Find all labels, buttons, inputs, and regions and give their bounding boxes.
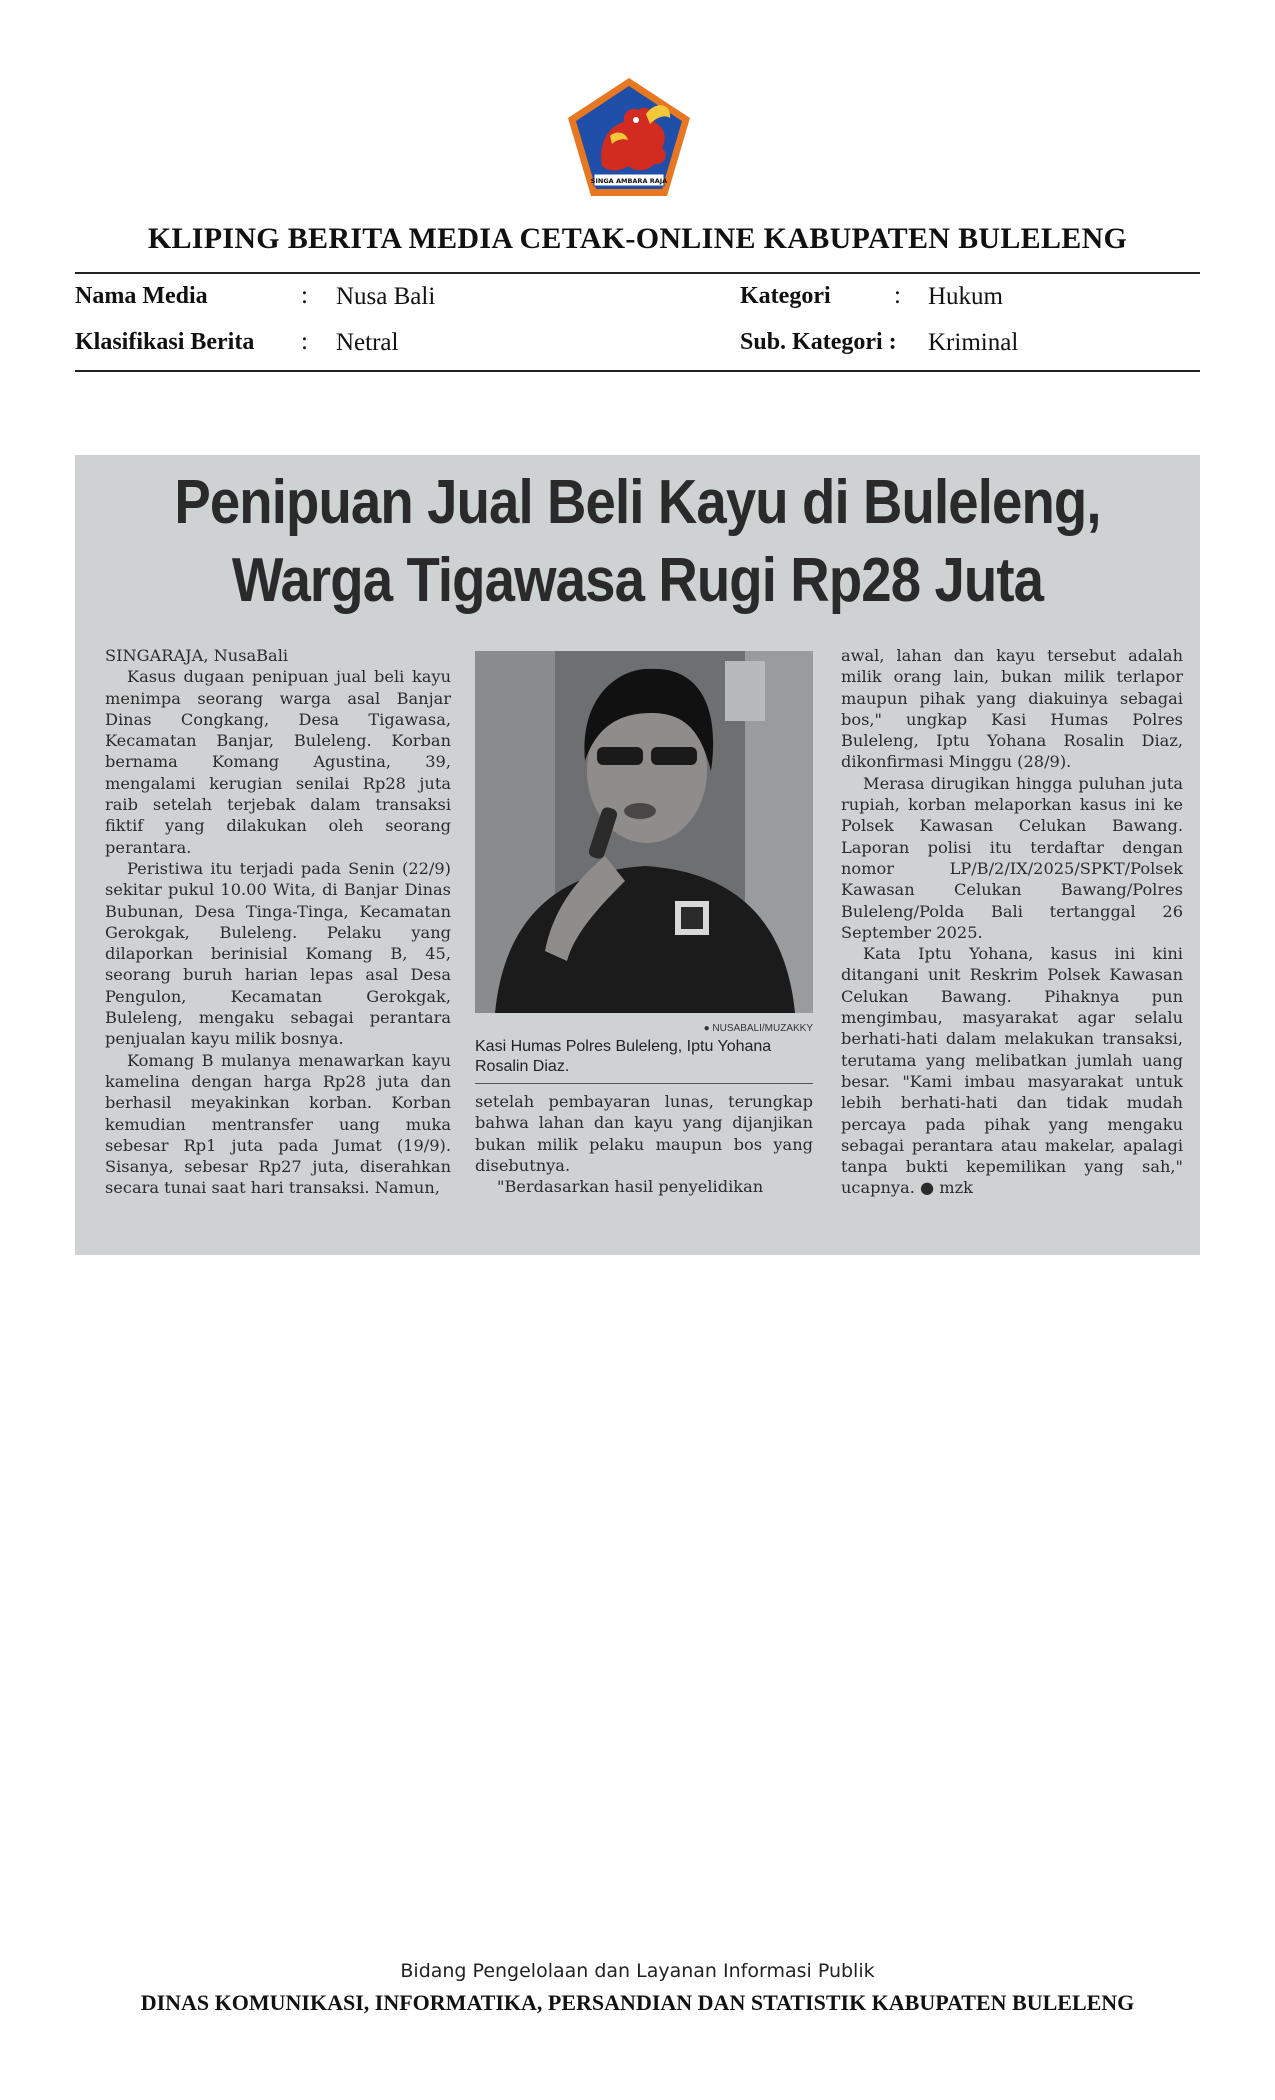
col1-paragraph-1: Kasus dugaan penipuan jual beli kayu menimpa seorang warga asal Banjar Dinas Congkang, Desa Tigawasa, Kecamatan Banjar, Buleleng. Korban bernama Komang Agustina, 39, mengalami kerugian senilai Rp28 juta raib setelah terjebak dalam transaksi fiktif yang dilakukan oleh seorang perantara. — [105, 667, 451, 857]
meta-subkategori-value: Kriminal — [928, 329, 1019, 356]
col3-paragraph-2: Merasa dirugikan hingga puluhan juta rupiah, korban melaporkan kasus ini ke Polsek Kawasan Celukan Bawang. Laporan polisi itu terdaftar dengan nomor LP/B/2/IX/2025/SPKT/Polsek Kawasan Celukan Bawang/Polres Buleleng/Polda Bali tertanggal 26 September 2025. — [841, 773, 1183, 942]
svg-text:SINGA AMBARA RAJA: SINGA AMBARA RAJA — [590, 177, 668, 185]
meta-klasifikasi — [75, 328, 254, 356]
col1-paragraph-2: Peristiwa itu terjadi pada Senin (22/9) sekitar pukul 10.00 Wita, di Banjar Dinas Bubunan, Desa Tinga-Tinga, Kecamatan Gerokgak, Buleleng. Pelaku yang dilaporkan berinisial Komang B, 45, seorang buruh harian lepas asal Desa Pengulon, Kecamatan Gerokgak, Buleleng, mengaku sebagai perantara penjualan kayu milik bosnya. — [105, 858, 451, 1049]
header-rule-bottom — [75, 370, 1200, 372]
page-title: KLIPING BERITA MEDIA CETAK-ONLINE KABUPATEN BULELENG — [147, 222, 1128, 255]
col3-paragraph-3: Kata Iptu Yohana, kasus ini kini ditangani unit Reskrim Polsek Kawasan Celukan Bawang. Pihaknya pun mengimbau, masyarakat agar selalu berhati-hati dalam melakukan transaksi, terutama yang melibatkan jumlah uang besar. "Kami imbau masyarakat untuk lebih berhati-hati dan tidak mudah percaya pada pihak yang mengaku sebagai perantara atau makelar, apalagi tanpa bukti kepemilikan yang sah," ucapnya. ● mzk — [841, 944, 1183, 1198]
headline-line-2: Warga Tigawasa Rugi Rp28 Juta — [231, 546, 1044, 615]
article-dateline: SINGARAJA, NusaBali — [105, 646, 289, 665]
meta-subkategori — [740, 328, 897, 356]
meta-media-value: Nusa Bali — [336, 283, 436, 310]
meta-klasifikasi-colon: : — [301, 328, 308, 355]
singa-ambara-raja-logo — [564, 74, 694, 200]
meta-kategori-label: Kategori — [740, 283, 831, 309]
article-column-2 — [475, 1091, 813, 1197]
meta-kategori — [740, 282, 831, 310]
article-photo — [475, 651, 813, 1013]
header-rule-top — [75, 272, 1200, 274]
meta-kategori-colon: : — [894, 282, 901, 309]
photo-caption: Kasi Humas Polres Buleleng, Iptu Yohana Rosalin Diaz. — [475, 1038, 772, 1075]
col2-paragraph-2: "Berdasarkan hasil penyelidikan — [497, 1177, 764, 1197]
meta-klasifikasi-label: Klasifikasi Berita — [75, 329, 255, 355]
article-column-3 — [841, 645, 1183, 1199]
photo-credit: ● NUSABALI/MUZAKKY — [703, 1023, 813, 1034]
meta-media-label: Nama Media — [75, 283, 208, 309]
footer-division: Bidang Pengelolaan dan Layanan Informasi Publik — [400, 1960, 875, 1982]
article-column-1 — [105, 645, 451, 1199]
meta-media — [75, 282, 208, 310]
meta-klasifikasi-value: Netral — [336, 329, 399, 356]
col2-paragraph-1: setelah pembayaran lunas, terungkap bahwa lahan dan kayu yang dijanjikan bukan milik pelaku maupun bos yang disebutnya. — [475, 1092, 813, 1175]
col1-paragraph-3: Komang B mulanya menawarkan kayu kamelina dengan harga Rp28 juta dan berhasil meyakinkan korban. Korban kemudian mentransfer uang muka sebesar Rp1 juta pada Jumat (19/9). Sisanya, sebesar Rp27 juta, diserahkan secara tunai saat hari transaksi. Namun, — [105, 1050, 451, 1198]
col3-paragraph-1: awal, lahan dan kayu tersebut adalah milik orang lain, bukan milik terlapor maupun pihak yang diakuinya sebagai bos," ungkap Kasi Humas Polres Buleleng, Iptu Yohana Rosalin Diaz, dikonfirmasi Minggu (28/9). — [841, 646, 1183, 772]
person-photo-icon — [475, 651, 813, 1013]
meta-kategori-value: Hukum — [928, 283, 1003, 310]
newspaper-clipping — [75, 455, 1200, 1255]
footer-agency: DINAS KOMUNIKASI, INFORMATIKA, PERSANDIAN DAN STATISTIK KABUPATEN BULELENG — [140, 1990, 1135, 2015]
headline-line-1: Penipuan Jual Beli Kayu di Buleleng, — [174, 468, 1101, 537]
meta-subkategori-label: Sub. Kategori : — [740, 329, 897, 355]
caption-rule — [475, 1083, 813, 1084]
meta-media-colon: : — [301, 282, 308, 309]
